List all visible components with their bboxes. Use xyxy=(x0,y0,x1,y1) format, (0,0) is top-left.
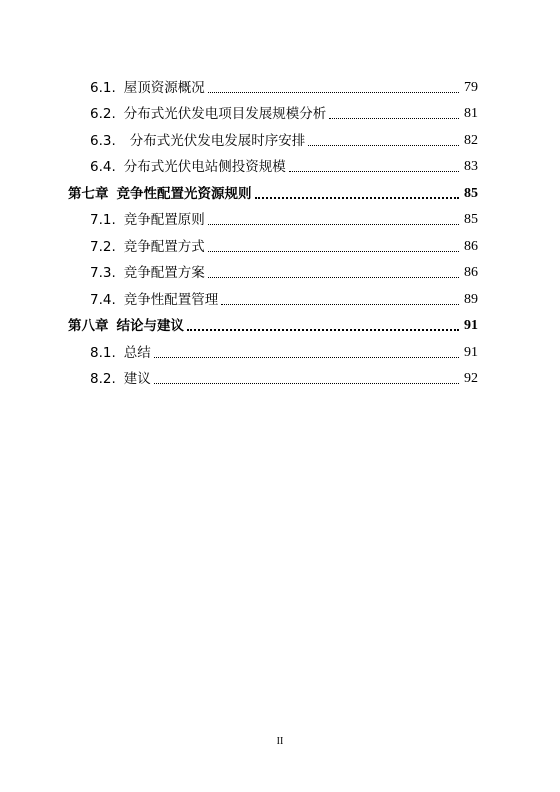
dot-leader xyxy=(221,304,459,305)
toc-entry-number: 7.3. xyxy=(90,265,116,281)
toc-entry-number: 6.2. xyxy=(90,106,116,122)
toc-entry-7-2[interactable] xyxy=(68,229,478,256)
toc-entry-8-2[interactable] xyxy=(68,362,478,389)
toc-entry-6-3[interactable] xyxy=(68,123,478,150)
toc-entry-page: 91 xyxy=(464,344,478,360)
toc-entry-number: 6.1. xyxy=(90,79,116,96)
toc-entry-title: 屋顶资源概况 xyxy=(123,79,205,96)
toc-entry-6-2[interactable] xyxy=(68,97,478,124)
dot-leader xyxy=(208,277,459,278)
toc-entry-number: 7.1. xyxy=(90,212,116,228)
toc-entry-page: 86 xyxy=(464,238,478,254)
toc-entry-page: 89 xyxy=(464,291,478,307)
dot-leader xyxy=(329,118,459,119)
dot-leader xyxy=(208,224,459,225)
dot-leader xyxy=(255,197,460,199)
toc-entry-page: 86 xyxy=(464,265,478,280)
toc-entry-7-3[interactable] xyxy=(68,256,478,283)
toc-entry-number: 8.1. xyxy=(90,344,116,361)
page-number: II xyxy=(276,736,284,747)
toc-entry-page: 79 xyxy=(464,79,478,95)
dot-leader xyxy=(154,357,459,358)
toc-entry-title: 竞争配置方案 xyxy=(123,265,205,281)
dot-leader xyxy=(308,145,459,146)
toc-chapter-7[interactable] xyxy=(68,176,478,203)
toc-entry-6-4[interactable] xyxy=(68,150,478,177)
toc-entry-7-4[interactable] xyxy=(68,282,478,309)
toc-chapter-page: 85 xyxy=(464,185,478,201)
toc-entry-title: 竞争配置方式 xyxy=(123,238,205,255)
toc-entry-title: 竞争配置原则 xyxy=(123,212,205,228)
dot-leader xyxy=(289,171,459,172)
toc-entry-title: 建议 xyxy=(123,371,151,387)
dot-leader xyxy=(154,383,459,384)
toc-entry-number: 6.4. xyxy=(90,159,116,175)
toc-entry-page: 82 xyxy=(464,132,478,148)
toc-chapter-number: 第七章 xyxy=(68,185,109,202)
toc-entry-page: 81 xyxy=(464,106,478,121)
toc-entry-title: 分布式光伏发电项目发展规模分析 xyxy=(123,106,327,122)
toc-entry-title: 分布式光伏发电发展时序安排 xyxy=(129,132,306,149)
toc-entry-page: 85 xyxy=(464,212,478,227)
toc-chapter-title: 竞争性配置光资源规则 xyxy=(116,185,252,202)
toc-entry-page: 92 xyxy=(464,371,478,386)
toc-chapter-number: 第八章 xyxy=(68,318,109,334)
toc-entry-8-1[interactable] xyxy=(68,335,478,362)
toc-entry-title: 总结 xyxy=(123,344,151,361)
toc-entry-number: 7.2. xyxy=(90,238,116,255)
table-of-contents xyxy=(68,70,478,388)
dot-leader xyxy=(187,329,459,331)
toc-chapter-title: 结论与建议 xyxy=(116,318,184,334)
toc-entry-number: 6.3. xyxy=(90,132,116,149)
toc-entry-page: 83 xyxy=(464,159,478,174)
toc-entry-title: 分布式光伏电站侧投资规模 xyxy=(123,159,286,175)
toc-chapter-page: 91 xyxy=(464,318,478,333)
toc-chapter-8[interactable] xyxy=(68,309,478,336)
toc-entry-number: 8.2. xyxy=(90,371,116,387)
dot-leader xyxy=(208,251,459,252)
dot-leader xyxy=(208,92,459,93)
toc-entry-7-1[interactable] xyxy=(68,203,478,230)
toc-entry-number: 7.4. xyxy=(90,291,116,308)
toc-entry-title: 竞争性配置管理 xyxy=(123,291,219,308)
toc-entry-6-1[interactable] xyxy=(68,70,478,97)
